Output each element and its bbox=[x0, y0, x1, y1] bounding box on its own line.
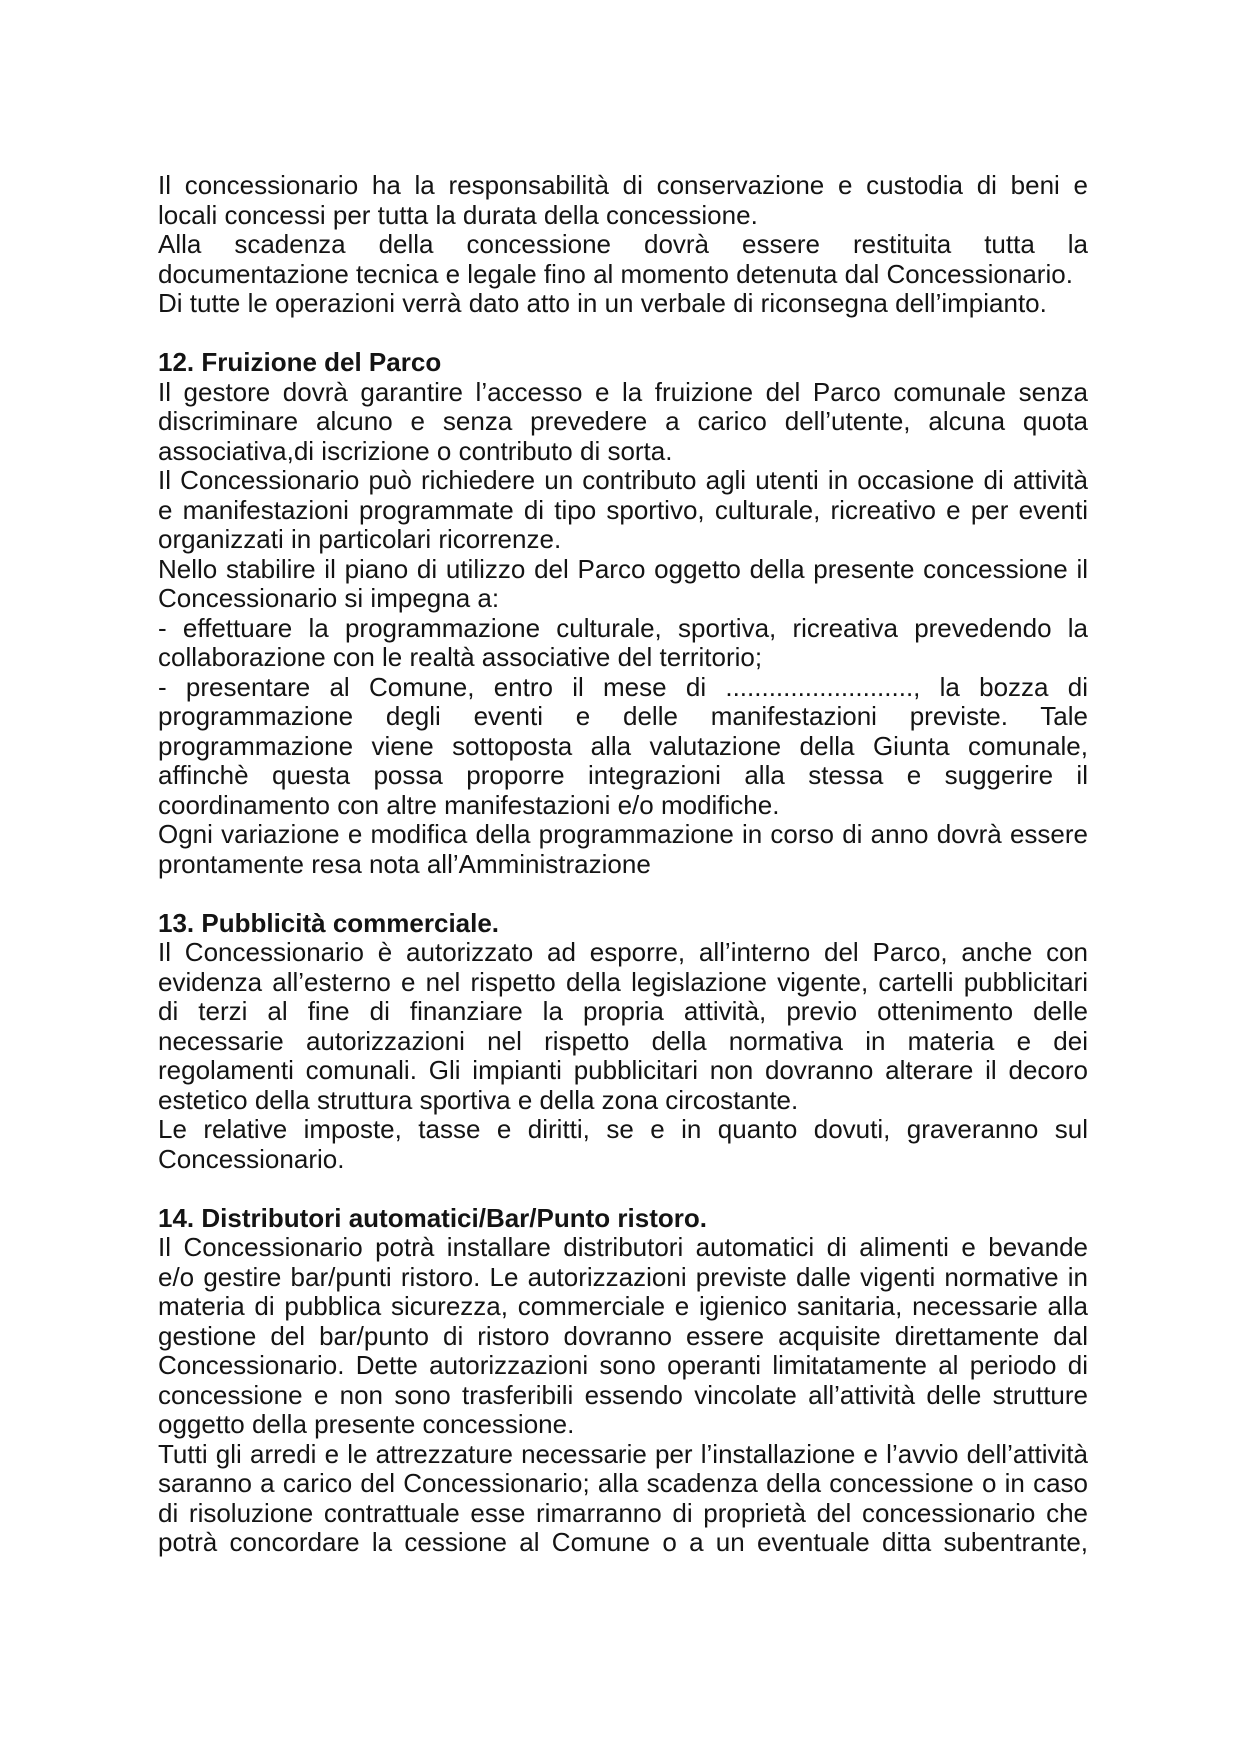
text-line: Concessionario. bbox=[158, 1143, 345, 1174]
text-line: programmazione degli eventi e delle manifestazioni previste. Tale bbox=[158, 701, 1088, 731]
text-line: affinchè questa possa proporre integrazioni alla stessa e suggerire il bbox=[158, 760, 1088, 790]
text-line: evidenza all’esterno e nel rispetto della legislazione vigente, cartelli pubblicitari bbox=[158, 966, 1088, 997]
document-section bbox=[158, 348, 1088, 879]
text-line: materia di pubblica sicurezza, commerciale e igienico sanitaria, necessarie alla bbox=[158, 1291, 1088, 1321]
text-line: saranno a carico del Concessionario; alla scadenza della concessione o in caso bbox=[158, 1468, 1088, 1498]
text-line: gestione del bar/punto di ristoro dovranno essere acquisite direttamente dal bbox=[158, 1320, 1088, 1351]
text-line: collaborazione con le realtà associative del territorio; bbox=[158, 642, 763, 672]
paragraph bbox=[158, 938, 1088, 1115]
text-line: di risoluzione contrattuale esse rimarranno di proprietà del concessionario che bbox=[158, 1497, 1088, 1528]
text-line: programmazione viene sottoposta alla valutazione della Giunta comunale, bbox=[158, 730, 1088, 761]
text-line: prontamente resa nota all’Amministrazione bbox=[158, 848, 651, 879]
text-line: Nello stabilire il piano di utilizzo del Parco oggetto della presente concessione il bbox=[158, 553, 1088, 584]
text-line: Il Concessionario è autorizzato ad esporre, all’interno del Parco, anche con bbox=[158, 937, 1088, 967]
text-line: e manifestazioni programmate di tipo sportivo, culturale, ricreativo e per eventi bbox=[158, 494, 1088, 525]
section-heading: 14. Distributori automatici/Bar/Punto ristoro. bbox=[158, 1202, 707, 1233]
section-heading: 12. Fruizione del Parco bbox=[158, 347, 442, 377]
text-line: Alla scadenza della concessione dovrà essere restituita tutta la bbox=[158, 229, 1088, 259]
section-heading: 13. Pubblicità commerciale. bbox=[158, 907, 500, 938]
text-line: associativa,di iscrizione o contributo di sorta. bbox=[158, 435, 673, 466]
text-line: organizzati in particolari ricorrenze. bbox=[158, 524, 562, 554]
text-line: di terzi al fine di finanziare la propria attività, previo ottenimento delle bbox=[158, 996, 1088, 1026]
text-line: Le relative imposte, tasse e diritti, se e in quanto dovuti, graveranno sul bbox=[158, 1114, 1088, 1144]
text-line: Il Concessionario potrà installare distributori automatici di alimenti e bevande bbox=[158, 1232, 1088, 1262]
text-line: necessarie autorizzazioni nel rispetto della normativa in materia e dei bbox=[158, 1025, 1088, 1056]
text-line: Il concessionario ha la responsabilità di conservazione e custodia di beni e bbox=[158, 170, 1088, 200]
paragraph bbox=[158, 171, 1088, 230]
document-section bbox=[158, 1204, 1088, 1558]
text-line: regolamenti comunali. Gli impianti pubblicitari non dovranno alterare il decoro bbox=[158, 1055, 1088, 1085]
text-line: oggetto della presente concessione. bbox=[158, 1409, 575, 1439]
text-line: - effettuare la programmazione culturale, sportiva, ricreativa prevedendo la bbox=[158, 612, 1088, 643]
document-section bbox=[158, 909, 1088, 1175]
text-line: - presentare al Comune, entro il mese di .........................., la bozza di bbox=[158, 671, 1088, 702]
document-section bbox=[158, 171, 1088, 319]
text-line: Il Concessionario può richiedere un contributo agli utenti in occasione di attività bbox=[158, 465, 1088, 495]
blank-line bbox=[158, 1174, 1088, 1204]
text-line: documentazione tecnica e legale fino al momento detenuta dal Concessionario. bbox=[158, 258, 1073, 289]
blank-line bbox=[158, 879, 1088, 909]
paragraph bbox=[158, 673, 1088, 821]
paragraph bbox=[158, 555, 1088, 614]
paragraph bbox=[158, 466, 1088, 555]
text-line: concessione e non sono trasferibili essendo vincolate all’attività delle strutture bbox=[158, 1379, 1088, 1410]
text-line: discriminare alcuno e senza prevedere a carico dell’utente, alcuna quota bbox=[158, 406, 1088, 436]
text-line: estetico della struttura sportiva e della zona circostante. bbox=[158, 1084, 799, 1115]
paragraph bbox=[158, 1115, 1088, 1174]
paragraph bbox=[158, 614, 1088, 673]
text-line: Tutti gli arredi e le attrezzature necessarie per l’installazione e l’avvio dell’attività bbox=[158, 1438, 1088, 1469]
paragraph bbox=[158, 289, 1088, 319]
paragraph bbox=[158, 230, 1088, 289]
text-line: potrà concordare la cessione al Comune o a un eventuale ditta subentrante, bbox=[158, 1527, 1088, 1557]
paragraph bbox=[158, 820, 1088, 879]
text-line: locali concessi per tutta la durata della concessione. bbox=[158, 199, 758, 230]
text-line: Concessionario. Dette autorizzazioni sono operanti limitatamente al periodo di bbox=[158, 1350, 1088, 1380]
text-line: coordinamento con altre manifestazioni e/o modifiche. bbox=[158, 789, 780, 820]
paragraph bbox=[158, 1440, 1088, 1558]
text-line: Il gestore dovrà garantire l’accesso e la fruizione del Parco comunale senza bbox=[158, 376, 1088, 407]
text-line: Ogni variazione e modifica della programmazione in corso di anno dovrà essere bbox=[158, 819, 1088, 849]
blank-line bbox=[158, 319, 1088, 349]
text-line: Di tutte le operazioni verrà dato atto in un verbale di riconsegna dell’impianto. bbox=[158, 288, 1047, 318]
text-line: Concessionario si impegna a: bbox=[158, 583, 500, 613]
paragraph bbox=[158, 378, 1088, 467]
paragraph bbox=[158, 1233, 1088, 1440]
text-line: e/o gestire bar/punti ristoro. Le autorizzazioni previste dalle vigenti normative in bbox=[158, 1261, 1088, 1292]
document-page-content bbox=[158, 171, 1088, 1558]
